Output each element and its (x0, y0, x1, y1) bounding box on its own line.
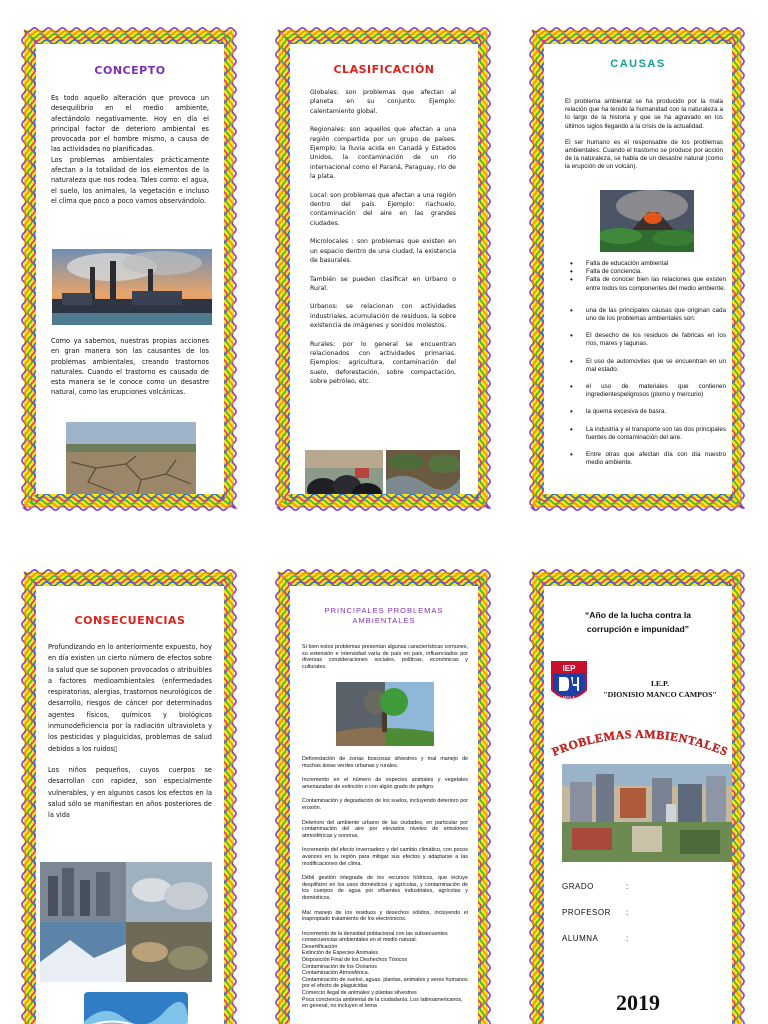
logo-text: IEP (562, 664, 576, 673)
climate-tree-image (336, 682, 434, 746)
panel-concepto (18, 24, 240, 514)
volcano-image (600, 190, 694, 252)
main-title-text: PROBLEMAS AMBIENTALES (549, 726, 731, 759)
alumna-colon: : (626, 934, 629, 943)
causes-list-item: • el uso de materiales que contienen ingredientespeligrosos (plomo y mercurio) (566, 383, 726, 399)
main-problem-item: Deterioro del ambiente urbano de las ciudades, en particular por contaminación del aire por elevados niveles de emisiones atmosféricas y sonoras. (302, 819, 468, 839)
panel-content (36, 44, 224, 494)
motto-line: corrupción e impunidad” (586, 624, 690, 634)
causes-list (566, 260, 726, 476)
causes-paragraph: El problema ambiental se ha producido por la mala relación que ha tenido la humanidad con la naturaleza a lo largo de la historia y que se ha agravado en los últimos siglos llegando a la crisis de la actualidad. (565, 98, 723, 130)
panel-clasificacion (272, 24, 494, 514)
alumna-label: ALUMNA (562, 934, 599, 943)
causes-list-item: • El desecho de los residuos de fabricas en los ríos, mares y lagunas. (566, 332, 726, 348)
concept-paragraph: Es todo aquello alteración que provoca un desequilibrio en el medio ambiente, afectándolo negativamente. Hoy en día el principal factor de deterioro ambiental es provocada por el hombre mismo, a causa de las actividades no planificadas. (51, 94, 209, 154)
panel-title-line: PRINCIPALES PROBLEMAS (324, 606, 444, 615)
classification-item: Microlocales : son problemas que existen en un espacio dentro de una ciudad, la existencia de basurales. (310, 238, 456, 265)
panel-title (290, 606, 478, 626)
causes-list-item: • El uso de automoviles que se encuentran en un mal estado. (566, 358, 726, 374)
classification-list (310, 88, 456, 396)
causes-paragraph: El ser humano es el responsable de los problemas ambientales. Cuando el trastorno se produce por acción de la naturaleza, se habla de un desastre natural (como la erupción de un volcán). (565, 138, 723, 171)
causes-list-item: • Falta de conocer bien las relaciones que existen entre todos los componentes del medio ambiente. (566, 276, 726, 292)
consequences-collage-image (40, 862, 212, 982)
main-problem-item: Deforestación de zonas boscosas silvestres y mal manejo de muchas áreas verdes urbanas y rurales. (302, 756, 468, 769)
alumna-row (562, 934, 629, 943)
panel-title: CONSECUENCIAS (74, 614, 186, 627)
factory-pollution-image (52, 249, 212, 325)
grado-label: GRADO (562, 882, 594, 891)
concept-paragraph: Como ya sabemos, nuestras propias acciones en gran manera son las causantes de los problemas ambientales, creando trastornos naturales. Cuando el trastorno es causado de esta manera se le conoce como un desastre natural, como las erupciones volcánicas. (51, 337, 209, 397)
panel-portada (526, 566, 748, 1024)
school-logo (550, 660, 588, 706)
svg-text:PROBLEMAS AMBIENTALES (550, 727, 730, 759)
causes-list-item: • Entre otras que afectan día con día nuestro medio ambiente. (566, 451, 726, 467)
main-problem-item: Incremento del efecto invernadero y del cambio climático, con pocos avances en la región para mitigar sus efectos y adaptarse a las modificaciones del clima. (302, 847, 468, 867)
cracked-earth-image (66, 422, 196, 494)
concept-paragraph: Los problemas ambientales prácticamente afectan a la totalidad de los elementos de la naturaleza que nos rodea. Tales como: el agua, el suelo, los animales, la vegetación e incluso el clima que poco a poco vamos observándolo. (51, 155, 209, 205)
polluted-stream-image (386, 450, 460, 494)
panel-title-line: AMBIENTALES (352, 616, 416, 625)
causes-list-item: • La industria y el transporte son las dos principales fuentes de contaminación del aire. (566, 426, 726, 442)
main-problem-item: Mal manejo de los residuos y desechos sólidos, incluyendo el inapropiado tratamiento de los electrónicos. (302, 909, 468, 923)
causes-list-item: • la quema excesiva de basra. (566, 408, 726, 416)
city-pollution-image (562, 764, 732, 862)
classification-item: Regionales: son aquellos que afectan a una región compartida por un grupo de países. Ejemplo: la lluvia acida en Canadá y Estados Unidos, la contaminación de un río internacional como el Paraná, Paraguay, río de la plata. (310, 126, 456, 181)
panel-content (290, 586, 478, 1024)
classification-item: Local: son problemas que afectan a una región dentro del país. Ejemplo: riachuelo, contaminación del aire en las grandes ciudades. (310, 191, 456, 227)
school-name-line: "DIONISIO MANCO CAMPOS" (603, 690, 717, 699)
year-label: 2019 (616, 990, 660, 1015)
grado-row (562, 882, 629, 891)
garbage-bags-image (305, 450, 383, 494)
consequences-paragraph: Profundizando en lo anteriormente expuesto, hoy en día existen un cierto número de efectos sobre la salud que se suponen provocados o atribuibles a factores medioambientales (enfermedades respiratorias, alergias, trastornos neurológicos de desarrollo, riesgos de cáncer por determinados agentes físicos, químicos y biológicos inmunodeficiencia por la radiación ultravioleta y los pesticidas y plaguicidas, problemas de salud debidos a los ruidos▯ (48, 643, 212, 753)
panel-title: CAUSAS (610, 58, 666, 70)
main-title (548, 720, 732, 760)
causes-list-item: • Falta de educación ambiental (566, 260, 726, 268)
panel-causas (526, 24, 748, 514)
panel-content (36, 586, 224, 1024)
year-motto (544, 608, 732, 636)
main-problem-item: Incremento en el número de especies animales y vegetales amenazadas de extinción o con algún grado de peligro. (302, 777, 468, 790)
logo-subtext: MALA (562, 695, 576, 700)
panel-consecuencias (18, 566, 240, 1024)
panel-title: CLASIFICACIÓN (333, 63, 435, 76)
school-name-line: I.E.P. (650, 679, 670, 688)
main-problem-item: Incremento de la densidad poblacional con las subsecuentes consecuencias ambientales en el medio natural. Desertificación Extinción de Especies Animales Disposición Final de los Deshechos Tóxicos Contaminación de los Océanos Contaminación Atmosférica. Contaminación de suelos, aguas, plantas, animales y seres humanos por el efecto de plaguicidas Comercio ilegal de animales y plantas silvestres Poca conciencia ambiental de la ciudadanía. Los latinoamericanos, en general, no incluyen el tema (302, 930, 468, 1010)
main-problems-list (302, 756, 468, 1010)
school-name (588, 678, 732, 700)
motto-line: “Año de la lucha contra la (584, 610, 691, 620)
classification-item: Urbanos: se relacionan con actividades industriales, acumulación de residuos, la sobre existencia de imágenes y sonidos molestos. (310, 303, 456, 330)
profesor-label: PROFESOR (562, 908, 611, 917)
classification-item: Globales: son problemas que afectan al planeta en su conjunto. Ejemplo: calentamiento global. (310, 89, 456, 115)
classification-item: También se pueden clasificar en Urbano o Rural. (310, 275, 456, 292)
causes-list-item: • una de las principales causas que originan cada uno de los problemas ambientales son: (566, 307, 726, 323)
panel-content (290, 44, 478, 494)
panel-content (544, 586, 732, 1024)
profesor-colon: : (626, 908, 629, 917)
classification-item: Rurales: por lo general se encuentran relacionados con actividades primarias. Ejemplos: agricultura, contaminación del suelo, deforestación, sobre compactación, sobre petróleo, etc. (310, 340, 456, 386)
consequences-paragraph: Los niños pequeños, cuyos cuerpos se desarrollan con rapidez, son especialmente vulnerables, y en algunos casos los efectos en la salud sólo se manifiestan en años posteriores de la vida (48, 765, 212, 820)
profesor-row (562, 908, 629, 917)
panel-content (544, 44, 732, 494)
grado-colon: : (626, 882, 629, 891)
main-problem-item: Débil gestión integrada de los recursos hídricos, que incluye despilfarro en los usos domésticos y agrícolas, y contaminación de los cuerpos de agua por efluentes industriales, agrícolas y domésticos. (302, 875, 468, 901)
flood-wave-image (84, 992, 188, 1024)
panel-title: CONCEPTO (94, 64, 166, 77)
causes-list-item: • Falta de conciencia. (566, 268, 726, 276)
panel-principales (272, 566, 494, 1024)
main-problems-intro: Si bien estos problemas presentan algunas características comunes, su extensión e intensidad varía de país en país, influenciados por diversas consideraciones sociales, políticas, económicas y culturales. (302, 644, 468, 670)
main-problem-item: Contaminación y degradación de los suelos, incluyendo deterioro por erosión. (302, 798, 468, 811)
